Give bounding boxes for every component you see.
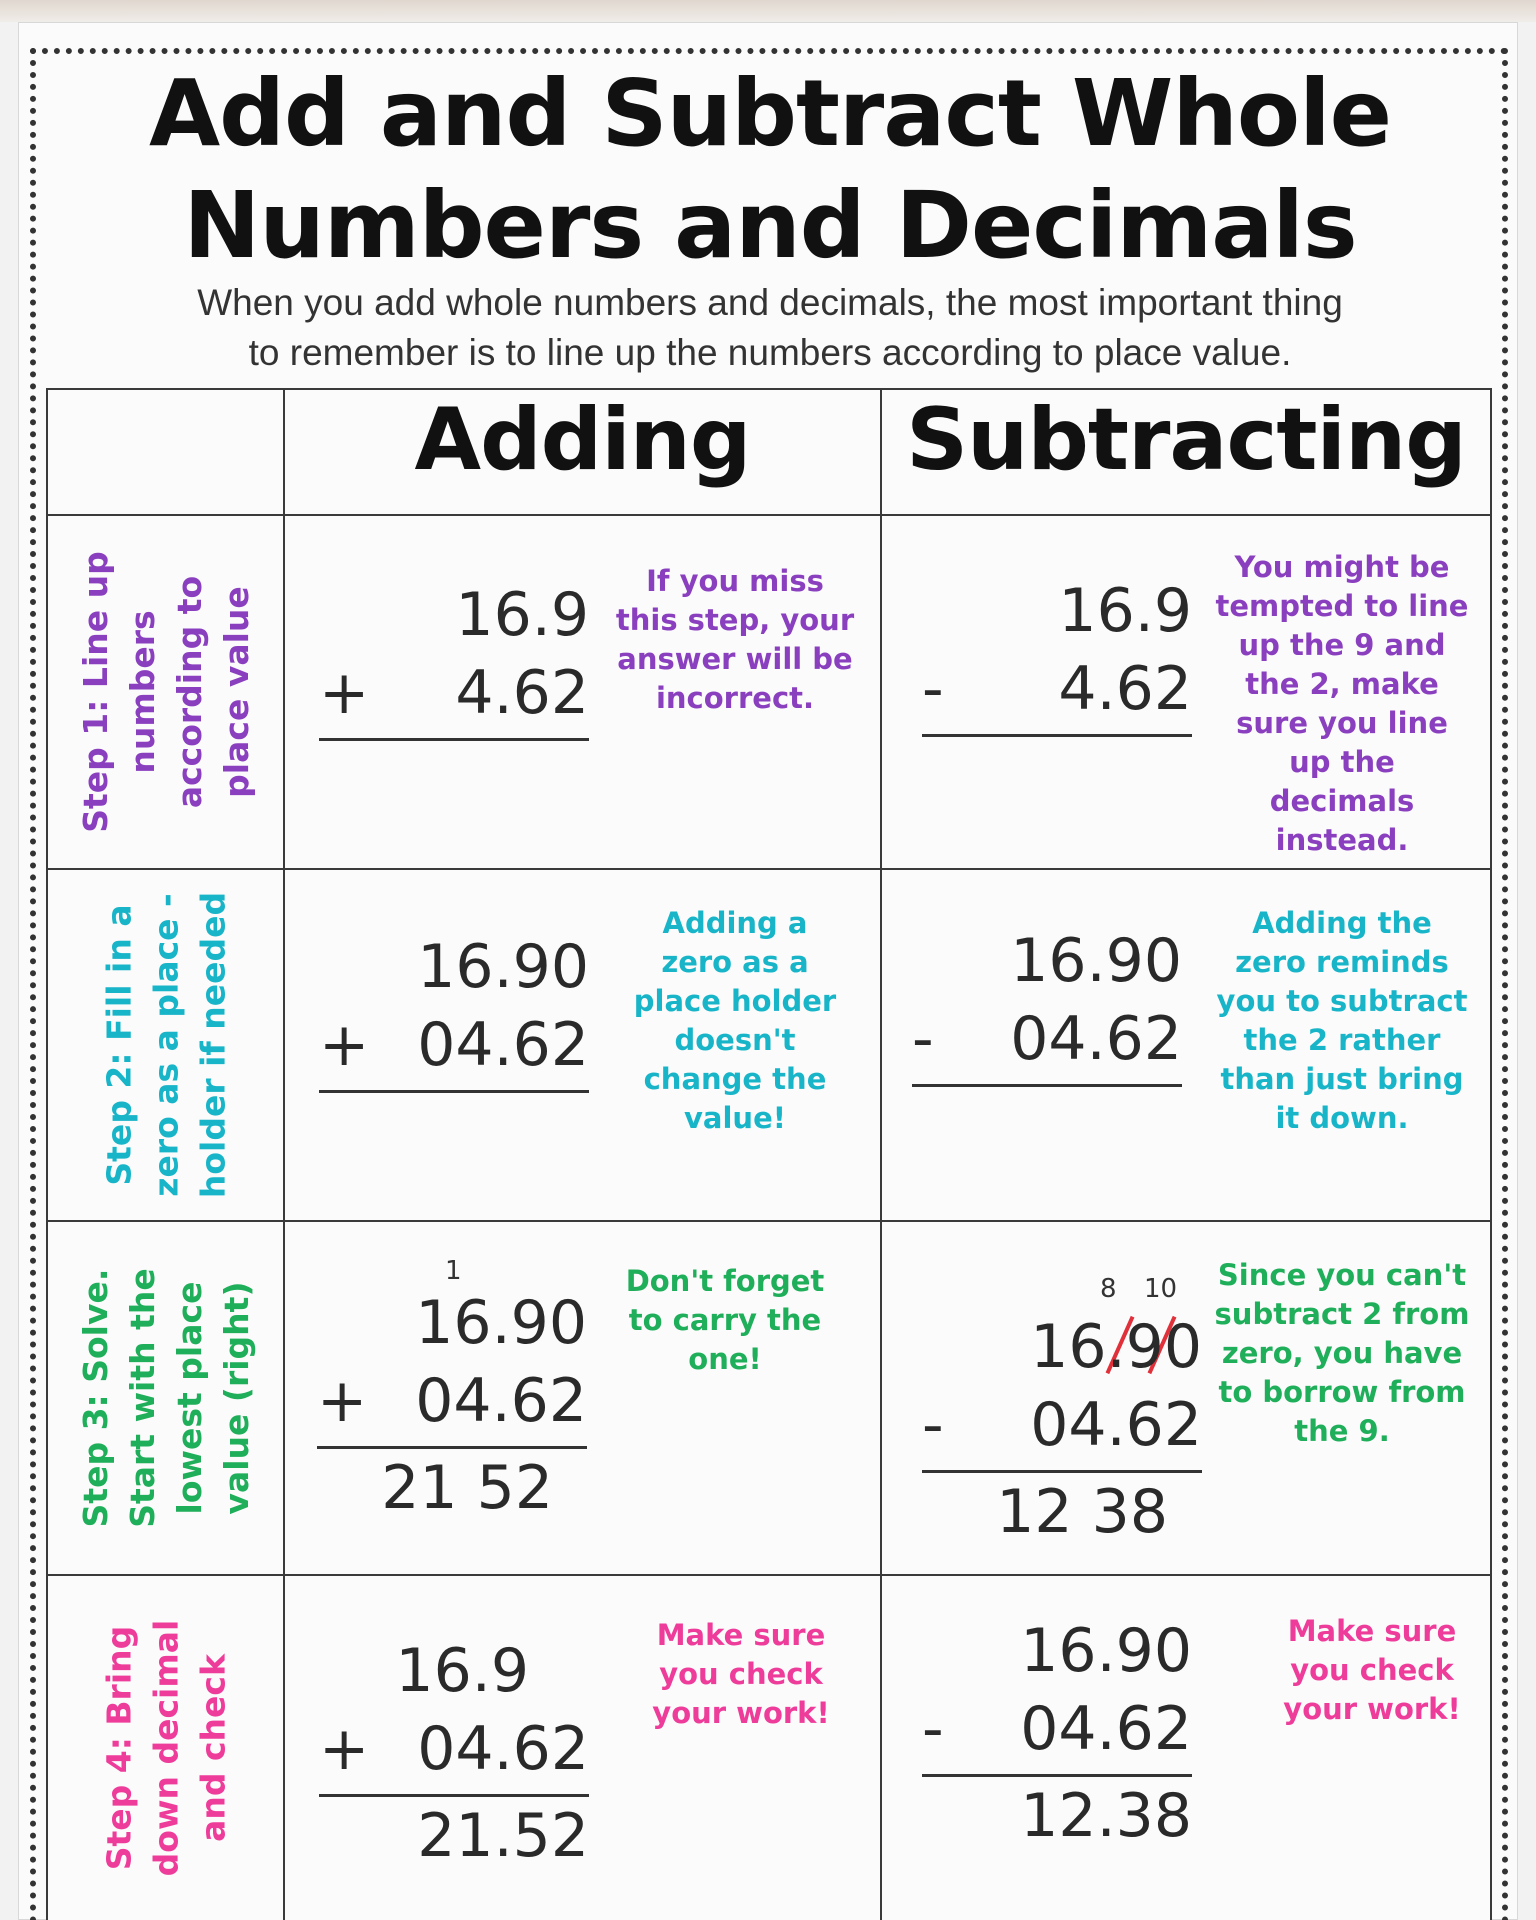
plus-sign: + — [319, 1010, 370, 1080]
carry-digit: 1 — [445, 1256, 462, 1286]
subtrahend: 04.62 — [1030, 1390, 1202, 1460]
step-1-subtracting-problem — [922, 572, 1192, 737]
minus-sign: - — [922, 654, 944, 724]
plus-sign: + — [319, 658, 370, 728]
addend-bottom: 04.62 — [417, 1714, 589, 1784]
step-2-subtracting-problem — [912, 922, 1182, 1087]
title-line-2: Numbers and Decimals — [183, 172, 1357, 279]
subtrahend: 4.62 — [1058, 654, 1192, 724]
subtrahend-row — [922, 1690, 1192, 1768]
adding-header: Adding — [284, 389, 881, 515]
addend-top: 16.9 — [455, 580, 589, 650]
step-2-label: Step 2: Fill in a zero as a place -holder if needed — [99, 891, 232, 1199]
title-line-1: Add and Subtract Whole — [148, 60, 1392, 167]
step-2-subtracting-note: Adding the zero reminds you to subtract the 2 rather than just bring it down. — [1216, 906, 1468, 1135]
difference-rule — [912, 1084, 1182, 1087]
addend-top: 16.90 — [417, 932, 589, 1002]
subtrahend: 04.62 — [1020, 1694, 1192, 1764]
subtrahend-row — [922, 1386, 1202, 1464]
addend-bottom: 04.62 — [415, 1366, 587, 1436]
subtrahend-row — [922, 650, 1192, 728]
minus-sign: - — [922, 1390, 944, 1460]
sum-result: 21 52 — [381, 1453, 553, 1523]
intro-line-1: When you add whole numbers and decimals, the most important thing — [197, 282, 1343, 323]
addend-bottom: 04.62 — [417, 1010, 589, 1080]
addend-bottom-row — [319, 1006, 589, 1084]
minuend: 16.90 — [1020, 1616, 1192, 1686]
step-3-adding-cell — [284, 1221, 881, 1575]
difference-rule — [922, 734, 1192, 737]
step-3-subtracting-note: Since you can't subtract 2 from zero, you have to borrow from the 9. — [1214, 1258, 1470, 1448]
step-3-subtracting-cell — [881, 1221, 1491, 1575]
borrow-digit-8: 8 — [1100, 1274, 1117, 1304]
plus-sign: + — [319, 1714, 370, 1784]
step-3-subtracting-problem — [922, 1308, 1202, 1551]
subtrahend-row — [912, 1000, 1182, 1078]
step-4-subtracting-cell — [881, 1575, 1491, 1920]
step-4-adding-problem — [319, 1632, 589, 1875]
step-1-label-cell — [47, 515, 284, 869]
photo-frame-edge — [0, 0, 1536, 22]
addend-bottom-row — [317, 1362, 587, 1440]
step-2-subtracting-cell — [881, 869, 1491, 1221]
step-3-adding-problem — [317, 1284, 587, 1527]
plus-sign: + — [317, 1366, 368, 1436]
step-1-adding-problem — [319, 576, 589, 741]
addend-top: 16.90 — [415, 1288, 587, 1358]
steps-table — [46, 388, 1492, 1920]
step-4-adding-cell — [284, 1575, 881, 1920]
step-4-label-cell — [47, 1575, 284, 1920]
step-1-subtracting-note: You might be tempted to line up the 9 and the 2, make sure you line up the decimals instead. — [1215, 550, 1469, 857]
step-4-subtracting-problem — [922, 1612, 1192, 1855]
step-3-label-cell — [47, 1221, 284, 1575]
step-4-adding-note: Make sure you check your work! — [652, 1618, 830, 1730]
step-2-adding-problem — [319, 928, 589, 1093]
step-2-label-cell — [47, 869, 284, 1221]
intro-text — [60, 278, 1480, 378]
step-1-adding-cell — [284, 515, 881, 869]
difference-result: 12.38 — [1020, 1781, 1192, 1851]
step-1-adding-note: If you miss this step, your answer will be incorrect. — [615, 564, 855, 715]
minus-sign: - — [912, 1004, 934, 1074]
minuend: 16.90 — [1010, 926, 1182, 996]
step-1-subtracting-cell — [881, 515, 1491, 869]
addend-bottom-row — [319, 1710, 589, 1788]
addend-top: 16.9 — [395, 1636, 529, 1706]
step-4-label: Step 4: Bring down decimal and check — [99, 1619, 232, 1877]
minuend: 16.9 — [1058, 576, 1192, 646]
subtracting-header: Subtracting — [881, 389, 1491, 515]
addend-bottom: 4.62 — [455, 658, 589, 728]
addend-bottom-row — [319, 654, 589, 732]
sum-rule — [319, 738, 589, 741]
step-1-label: Step 1: Line up numbers according to place value — [75, 551, 256, 833]
minus-sign: - — [922, 1694, 944, 1764]
sum-rule — [319, 1090, 589, 1093]
sum-result: 21.52 — [417, 1801, 589, 1871]
minuend: 16.90 — [1030, 1312, 1202, 1382]
step-2-adding-cell — [284, 869, 881, 1221]
difference-result: 12 38 — [996, 1477, 1168, 1547]
page-title — [60, 58, 1480, 282]
step-2-adding-note: Adding a zero as a place holder doesn't change the value! — [633, 906, 837, 1135]
borrow-digit-10: 10 — [1144, 1274, 1178, 1304]
step-3-label: Step 3: Solve. Start with the lowest place value (right) — [75, 1268, 256, 1528]
subtrahend: 04.62 — [1010, 1004, 1182, 1074]
step-3-adding-note: Don't forget to carry the one! — [625, 1264, 825, 1376]
step-4-subtracting-note: Make sure you check your work! — [1283, 1614, 1461, 1726]
intro-line-2: to remember is to line up the numbers according to place value. — [248, 332, 1292, 373]
corner-cell — [47, 389, 284, 515]
